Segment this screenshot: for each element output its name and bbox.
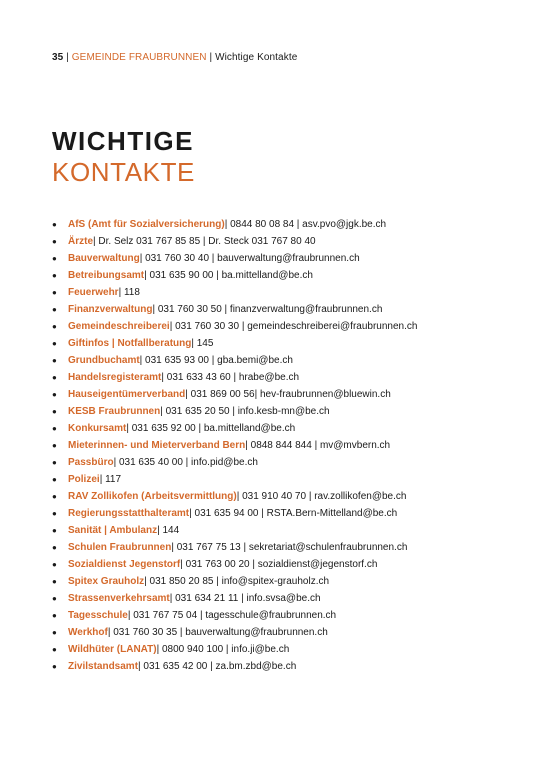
contact-details: | 031 760 30 35 | bauverwaltung@fraubrunnen.ch (107, 627, 328, 638)
contact-name: Strassenverkehrsamt (68, 593, 170, 604)
header-section: Wichtige Kontakte (215, 52, 298, 63)
contact-name: Passbüro (68, 457, 114, 468)
contact-name: Mieterinnen- und Mieterverband Bern (68, 440, 246, 451)
title-line-2: KONTAKTE (52, 157, 196, 187)
contact-item (52, 420, 512, 437)
contact-details: | 031 635 90 00 | ba.mittelland@be.ch (144, 270, 313, 281)
contact-item (52, 267, 512, 284)
contact-item (52, 505, 512, 522)
bullet-icon: ● (52, 628, 57, 637)
contact-details: | 0800 940 100 | info.ji@be.ch (156, 644, 290, 655)
contact-details: | 031 760 30 30 | gemeindeschreiberei@fraubrunnen.ch (169, 321, 418, 332)
contact-details: | 031 869 00 56| hev-fraubrunnen@bluewin.ch (185, 389, 391, 400)
contact-item (52, 522, 512, 539)
bullet-icon: ● (52, 645, 57, 654)
contact-name: Sozialdienst Jegenstorf (68, 559, 181, 570)
page-number: 35 (52, 52, 64, 63)
contact-list (52, 216, 512, 675)
contact-item (52, 250, 512, 267)
contact-details: | Dr. Selz 031 767 85 85 | Dr. Steck 031 767 80 40 (93, 236, 316, 247)
bullet-icon: ● (52, 390, 57, 399)
bullet-icon: ● (52, 577, 57, 586)
contact-item (52, 216, 512, 233)
contact-name: Handelsregisteramt (68, 372, 162, 383)
bullet-icon: ● (52, 373, 57, 382)
contact-item (52, 539, 512, 556)
header-separator: | (63, 52, 72, 63)
contact-details: | 0848 844 844 | mv@mvbern.ch (245, 440, 391, 451)
contact-item (52, 607, 512, 624)
contact-item (52, 641, 512, 658)
contact-details: | 118 (118, 287, 140, 298)
contact-name: Konkursamt (68, 423, 127, 434)
contact-name: Ärzte (68, 236, 94, 247)
bullet-icon: ● (52, 441, 57, 450)
contact-name: Werkhof (68, 627, 108, 638)
contact-details: | 0844 80 08 84 | asv.pvo@jgk.be.ch (224, 219, 387, 230)
contact-name: Giftinfos | Notfallberatung (68, 338, 192, 349)
bullet-icon: ● (52, 526, 57, 535)
contact-details: | 031 763 00 20 | sozialdienst@jegenstorf.ch (180, 559, 378, 570)
contact-details: | 117 (99, 474, 122, 485)
contact-name: Sanität | Ambulanz (68, 525, 158, 536)
contact-item (52, 335, 512, 352)
contact-item (52, 573, 512, 590)
bullet-icon: ● (52, 356, 57, 365)
bullet-icon: ● (52, 611, 57, 620)
contact-item (52, 284, 512, 301)
contact-details: | 031 760 30 40 | bauverwaltung@fraubrunnen.ch (139, 253, 360, 264)
contact-details: | 031 635 93 00 | gba.bemi@be.ch (139, 355, 293, 366)
contact-name: Tagesschule (68, 610, 128, 621)
contact-item (52, 437, 512, 454)
contact-details: | 031 760 30 50 | finanzverwaltung@fraubrunnen.ch (152, 304, 383, 315)
contact-item (52, 471, 512, 488)
bullet-icon: ● (52, 322, 57, 331)
contact-details: | 145 (191, 338, 214, 349)
contact-name: Gemeindeschreiberei (68, 321, 170, 332)
bullet-icon: ● (52, 288, 57, 297)
contact-item (52, 318, 512, 335)
contact-item (52, 488, 512, 505)
contact-name: Grundbuchamt (68, 355, 140, 366)
header-separator: | (206, 52, 216, 63)
contact-name: RAV Zollikofen (Arbeitsvermittlung) (68, 491, 237, 502)
contact-details: | 031 910 40 70 | rav.zollikofen@be.ch (236, 491, 407, 502)
contact-name: Betreibungsamt (68, 270, 145, 281)
contact-item (52, 369, 512, 386)
bullet-icon: ● (52, 339, 57, 348)
bullet-icon: ● (52, 662, 57, 671)
contact-details: | 031 635 92 00 | ba.mittelland@be.ch (126, 423, 296, 434)
bullet-icon: ● (52, 237, 57, 246)
contact-name: Feuerwehr (68, 287, 119, 298)
contact-details: | 031 767 75 04 | tagesschule@fraubrunnen.ch (127, 610, 337, 621)
bullet-icon: ● (52, 424, 57, 433)
contact-details: | 031 635 20 50 | info.kesb-mn@be.ch (160, 406, 330, 417)
bullet-icon: ● (52, 271, 57, 280)
contact-details: | 031 635 40 00 | info.pid@be.ch (113, 457, 258, 468)
contact-details: | 031 635 94 00 | RSTA.Bern-Mittelland@be.ch (189, 508, 398, 519)
contact-name: KESB Fraubrunnen (68, 406, 161, 417)
contact-name: Hauseigentümerverband (68, 389, 186, 400)
contact-name: Regierungsstatthalteramt (68, 508, 190, 519)
contact-details: | 031 767 75 13 | sekretariat@schulenfraubrunnen.ch (171, 542, 408, 553)
contact-item (52, 301, 512, 318)
bullet-icon: ● (52, 220, 57, 229)
page-header (52, 52, 297, 63)
contact-details: | 144 (157, 525, 180, 536)
contact-name: Bauverwaltung (68, 253, 140, 264)
contact-details: | 031 633 43 60 | hrabe@be.ch (161, 372, 300, 383)
bullet-icon: ● (52, 594, 57, 603)
contact-name: Wildhüter (LANAT) (68, 644, 157, 655)
bullet-icon: ● (52, 492, 57, 501)
contact-name: Polizei (68, 474, 100, 485)
contact-item (52, 624, 512, 641)
bullet-icon: ● (52, 254, 57, 263)
page-title (52, 126, 195, 188)
contact-name: Schulen Fraubrunnen (68, 542, 172, 553)
contact-item (52, 233, 512, 250)
bullet-icon: ● (52, 543, 57, 552)
header-organization: GEMEINDE FRAUBRUNNEN (71, 52, 207, 63)
title-line-1: WICHTIGE (52, 126, 194, 156)
contact-name: AfS (Amt für Sozialversicherung) (68, 219, 225, 230)
contact-name: Spitex Grauholz (68, 576, 145, 587)
contact-item (52, 658, 512, 675)
bullet-icon: ● (52, 407, 57, 416)
contact-name: Zivilstandsamt (68, 661, 139, 672)
contact-name: Finanzverwaltung (68, 304, 153, 315)
contact-item (52, 386, 512, 403)
contact-item (52, 352, 512, 369)
contact-item (52, 556, 512, 573)
contact-item (52, 403, 512, 420)
contact-details: | 031 635 42 00 | za.bm.zbd@be.ch (138, 661, 297, 672)
contact-details: | 031 634 21 11 | info.svsa@be.ch (169, 593, 321, 604)
bullet-icon: ● (52, 509, 57, 518)
bullet-icon: ● (52, 305, 57, 314)
contact-item (52, 454, 512, 471)
contact-details: | 031 850 20 85 | info@spitex-grauholz.ch (144, 576, 330, 587)
bullet-icon: ● (52, 560, 57, 569)
bullet-icon: ● (52, 458, 57, 467)
contact-item (52, 590, 512, 607)
bullet-icon: ● (52, 475, 57, 484)
